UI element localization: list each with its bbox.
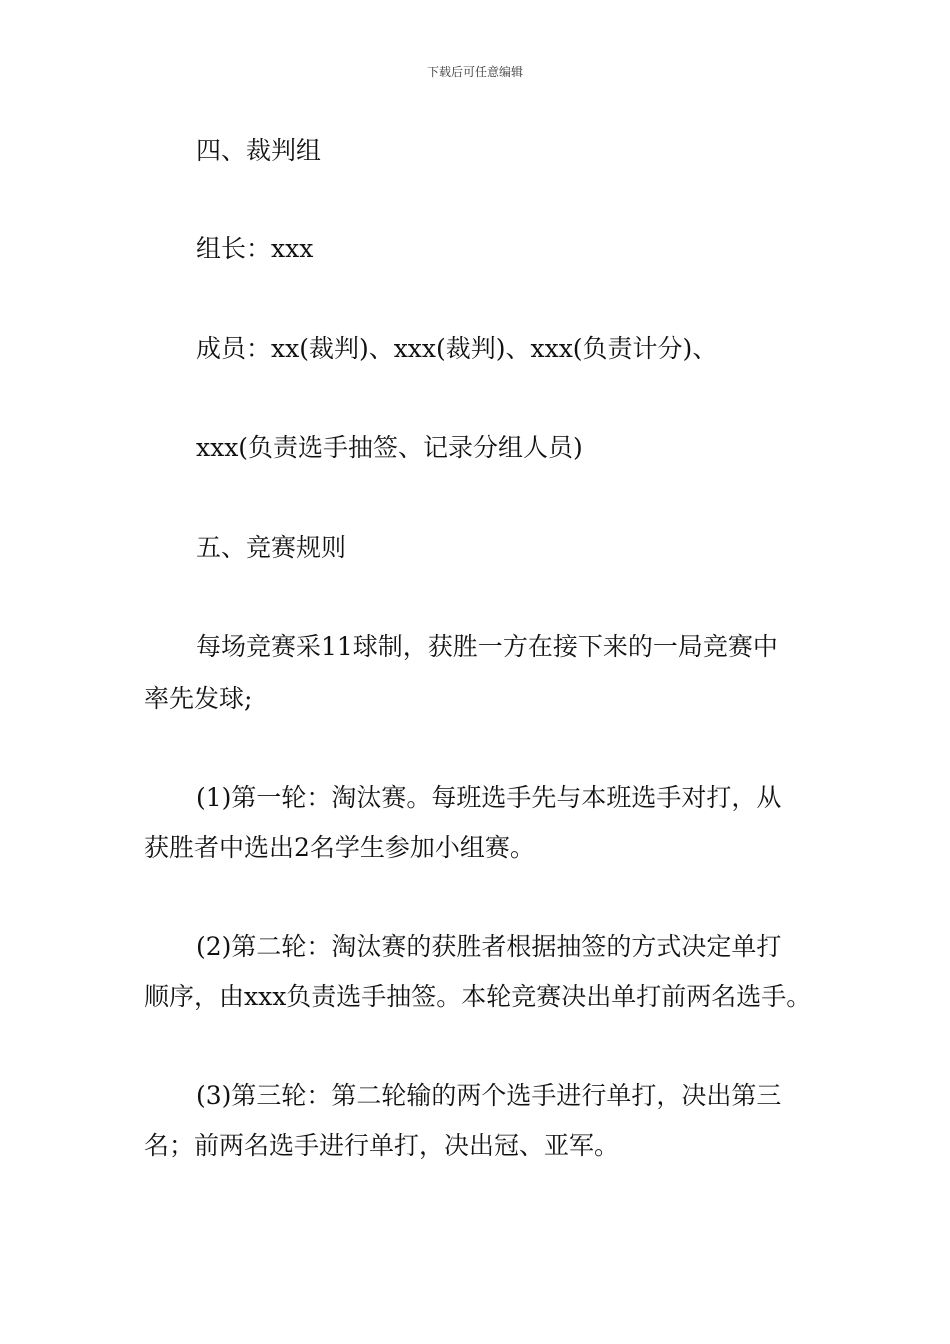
- round-2-line-2: 顺序，由xxx负责选手抽签。本轮竞赛决出单打前两名选手。: [144, 982, 812, 1011]
- section-heading-competition-rules: 五、竞赛规则: [196, 533, 347, 562]
- round-2-line-1: (2)第二轮：淘汰赛的获胜者根据抽签的方式决定单打: [196, 932, 782, 961]
- round-3-line-1: (3)第三轮：第二轮输的两个选手进行单打，决出第三: [196, 1081, 782, 1110]
- round-1-line-1: (1)第一轮：淘汰赛。每班选手先与本班选手对打，从: [196, 783, 782, 812]
- page-header: 下载后可任意编辑: [426, 65, 523, 79]
- section-heading-referee-group: 四、裁判组: [196, 136, 322, 165]
- referee-members-line-1: 成员：xx(裁判)、xxx(裁判)、xxx(负责计分)、: [196, 334, 718, 363]
- referee-members-line-2: xxx(负责选手抽签、记录分组人员): [196, 433, 583, 462]
- rule-intro-line-2: 率先发球;: [144, 684, 253, 713]
- round-3-line-2: 名；前两名选手进行单打，决出冠、亚军。: [144, 1131, 620, 1160]
- rule-intro-line-1: 每场竞赛采11球制，获胜一方在接下来的一局竞赛中: [196, 632, 778, 661]
- referee-leader: 组长：xxx: [196, 234, 314, 263]
- round-1-line-2: 获胜者中选出2名学生参加小组赛。: [144, 833, 535, 862]
